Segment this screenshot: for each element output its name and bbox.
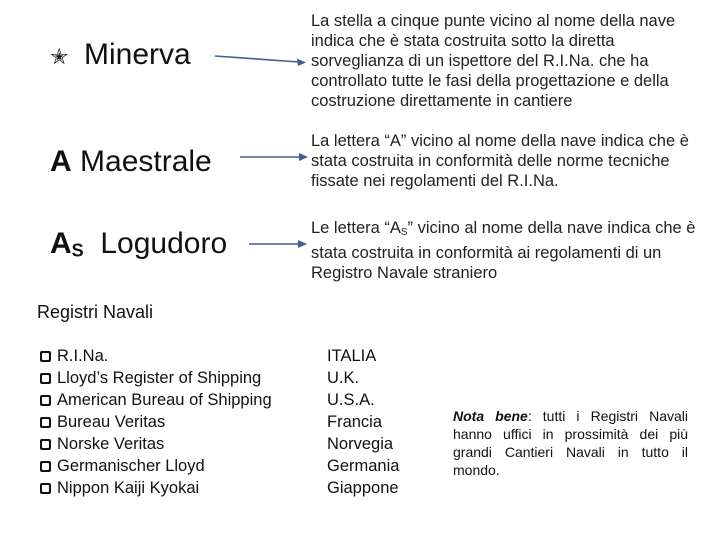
ship-description: La stella a cinque punte vicino al nome della nave indica che è stata costruita sotto la diretta sorveglianza di un ispettore del R.I.Na. che ha controllato tutte le fasi della progettazione e della costruzione direttamente in cantiere xyxy=(311,12,676,110)
list-item: Norske Veritas xyxy=(40,433,272,455)
ship-logudoro xyxy=(50,227,227,268)
ship-marker: A xyxy=(50,145,72,178)
list-item: Lloyd’s Register of Shipping xyxy=(40,367,272,389)
country-item: Giappone xyxy=(327,479,399,497)
registri-list xyxy=(40,345,272,499)
note-text: : tutti i Registri Navali hanno uffici in prossimità dei più grandi Cantieri Navali in tutto il mondo. xyxy=(453,408,688,478)
star-icon: ✭ xyxy=(50,44,69,69)
note-label: Nota bene xyxy=(453,408,528,424)
arrow-logudoro xyxy=(247,237,309,251)
country-item: U.S.A. xyxy=(327,391,375,409)
country-item: U.K. xyxy=(327,369,360,387)
country-item: Francia xyxy=(327,413,383,431)
checkbox-bullet-icon xyxy=(40,461,51,472)
list-item: American Bureau of Shipping xyxy=(40,389,272,411)
ship-minerva xyxy=(50,38,191,74)
ship-name: Maestrale xyxy=(80,145,212,178)
ship-maestrale xyxy=(50,145,212,179)
note-bene xyxy=(453,407,688,479)
ship-description: La lettera “A” vicino al nome della nave indica che è stata costruita in conformità delle norme tecniche fissate nei regolamenti del R.I.Na. xyxy=(311,132,689,190)
list-item: Nippon Kaiji Kyokai xyxy=(40,477,272,499)
checkbox-bullet-icon xyxy=(40,351,51,362)
list-item: R.I.Na. xyxy=(40,345,272,367)
ship-name: Minerva xyxy=(84,38,191,71)
checkbox-bullet-icon xyxy=(40,439,51,450)
checkbox-bullet-icon xyxy=(40,483,51,494)
arrow-maestrale xyxy=(238,150,310,164)
country-item: ITALIA xyxy=(327,347,377,365)
ship-description: Le lettera “$A_S$” vicino al nome della nave indica che è stata costruita in conformità ai regolamenti di un Registro Navale straniero xyxy=(311,219,696,282)
checkbox-bullet-icon xyxy=(40,417,51,428)
country-item: Germania xyxy=(327,457,400,475)
arrow-minerva xyxy=(213,50,308,70)
ship-name: Logudoro xyxy=(100,227,228,260)
section-title: Registri Navali xyxy=(37,302,154,322)
list-item: Germanischer Lloyd xyxy=(40,455,272,477)
countries-list xyxy=(327,345,399,499)
ship-marker: $A_S$ xyxy=(50,227,84,261)
country-item: Norvegia xyxy=(327,435,394,453)
checkbox-bullet-icon xyxy=(40,373,51,384)
list-item: Bureau Veritas xyxy=(40,411,272,433)
checkbox-bullet-icon xyxy=(40,395,51,406)
